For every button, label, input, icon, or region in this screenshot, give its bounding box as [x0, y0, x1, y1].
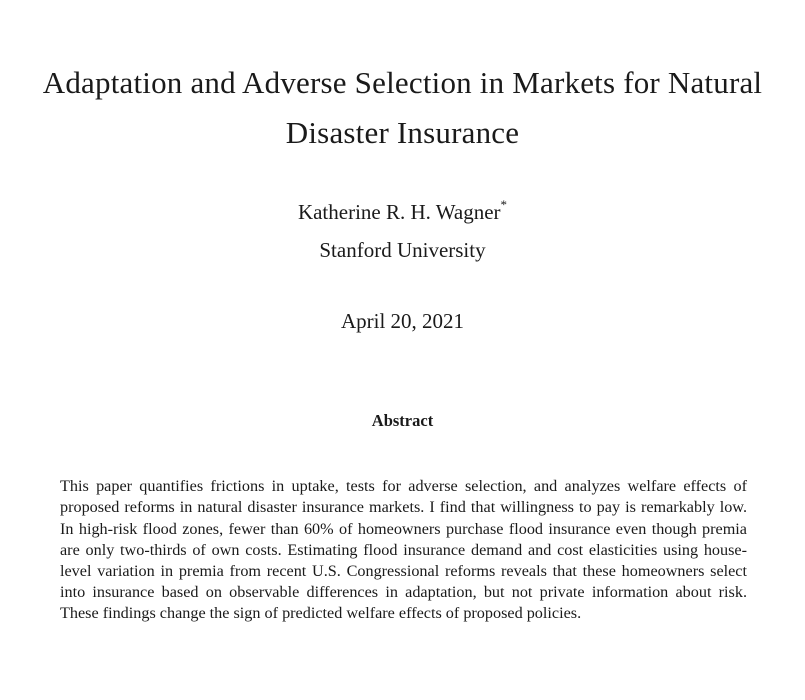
paper-title: Adaptation and Adverse Selection in Markets for Natural Disaster Insurance — [42, 65, 763, 150]
author-footnote-mark: * — [500, 197, 508, 212]
author-line — [0, 192, 805, 227]
abstract-text: This paper quantifies frictions in uptake, tests for adverse selection, and analyzes welfare effects of proposed reforms in natural disaster insurance markets. I find that willingness to pay is remarkably low. In high-risk flood zones, fewer than 60% of homeowners purchase flood insurance even though premia are only two-thirds of own costs. Estimating flood insurance demand and cost elasticities using house-level variation in premia from recent U.S. Congressional reforms reveals that these homeowners select into insurance based on observable differences in adaptation, but not private information about risk. These findings change the sign of predicted welfare effects of proposed policies. — [60, 477, 747, 623]
author-name: Katherine R. H. Wagner — [297, 200, 501, 224]
paper-date: April 20, 2021 — [340, 309, 465, 333]
abstract-heading: Abstract — [371, 411, 434, 430]
author-affiliation: Stanford University — [319, 238, 486, 262]
